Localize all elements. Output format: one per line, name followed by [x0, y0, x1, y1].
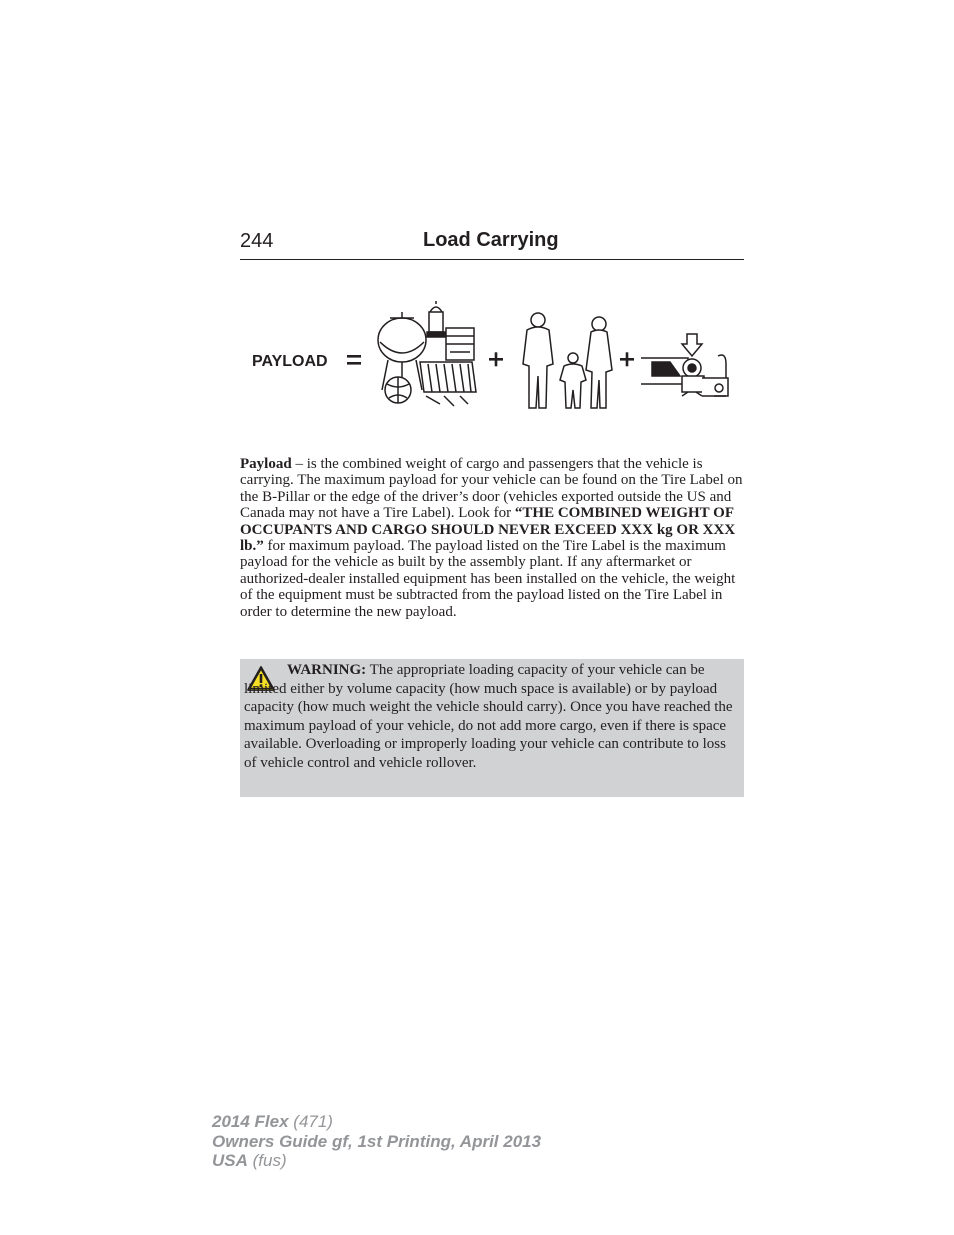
paragraph-text-1: – is the combined weight of cargo and passengers that the vehicle is carrying. The maximum payload for your vehicle can be found on the Tire Label on the B-Pillar or the edge of the driver’s door (vehicles exported outside the US and Canada may not have a Tire Label). Look for — [240, 456, 743, 522]
equals-sign — [347, 355, 361, 365]
payload-paragraph — [240, 456, 744, 620]
payload-label: PAYLOAD — [252, 353, 328, 370]
tire-label-quote: “THE COMBINED WEIGHT OF OCCUPANTS AND CARGO SHOULD NEVER EXCEED XXX kg OR XXX lb.” — [240, 505, 736, 555]
cargo-icon — [378, 301, 476, 406]
warning-box — [240, 659, 744, 797]
page-header — [240, 228, 744, 260]
trailer-hitch-icon — [641, 334, 728, 396]
page-number: 244 — [240, 230, 274, 252]
passengers-icon — [523, 313, 612, 408]
warning-text — [244, 661, 740, 773]
plus-sign — [620, 352, 634, 366]
warning-label: WARNING: — [287, 662, 367, 678]
footer-market: USA — [212, 1151, 248, 1170]
footer-line-3 — [212, 1151, 541, 1171]
plus-sign — [489, 352, 503, 366]
footer-line-1 — [212, 1112, 541, 1132]
footer-market-code: (fus) — [247, 1151, 287, 1170]
paragraph-text-2: for maximum payload. The payload listed on the Tire Label is the maximum payload for the vehicle as built by the assembly plant. If any aftermarket or authorized-dealer installed equipment has been installed on the vehicle, the weight of the equipment must be subtracted from the payload listed on the Tire Label in order to determine the new payload. — [240, 538, 736, 620]
footer-model: 2014 Flex — [212, 1112, 289, 1131]
section-title: Load Carrying — [423, 229, 559, 251]
footer-line-2: Owners Guide gf, 1st Printing, April 2013 — [212, 1131, 542, 1151]
footer-model-code: (471) — [288, 1112, 333, 1131]
warning-body: The appropriate loading capacity of your vehicle can be limited either by volume capacity (how much space is available) or by payload capacity (how much weight the vehicle should carry). Once you have reached the maximum payload of your vehicle, do not add more cargo, even if there is space available. Overloading or improperly loading your vehicle can contribute to loss of vehicle control and vehicle rollover. — [244, 662, 733, 771]
payload-figure — [240, 300, 744, 415]
footer — [212, 1112, 541, 1171]
payload-term: Payload — [240, 456, 292, 472]
